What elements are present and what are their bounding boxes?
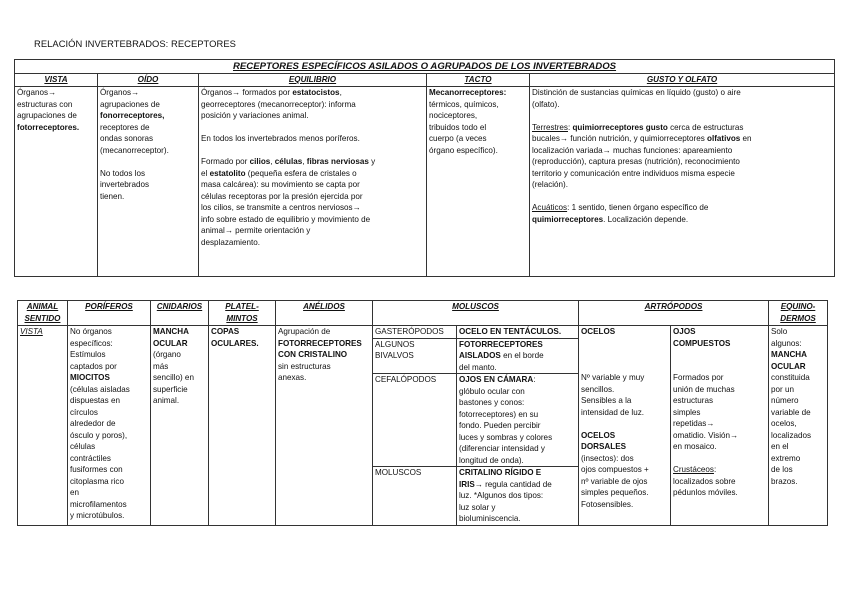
text-line: Distinción de sustancias químicas en líquido (gusto) o aire xyxy=(532,88,741,97)
text-line: agrupaciones de xyxy=(17,111,77,120)
cell-bivalvos-label: ALGUNOS BIVALVOS xyxy=(373,338,457,374)
text-line: territorio y comunicación entre individuos misma especie xyxy=(532,168,735,178)
text-line: los cilios, se transmite a centros nerviosos→ xyxy=(201,203,361,212)
row-label-vista: VISTA xyxy=(18,326,68,526)
header-moluscos: MOLUSCOS xyxy=(373,301,579,326)
cell-cnidarios: MANCHA OCULAR (órgano más sencillo) en superficie animal. xyxy=(151,326,209,526)
cell-oido xyxy=(98,87,199,277)
receptors-table xyxy=(14,59,835,277)
text-line: Terrestres: quimiorreceptores gusto cerca de estructuras xyxy=(532,122,744,132)
text-line: agrupaciones de xyxy=(100,99,160,109)
header-equinodermos: EQUINO- DERMOS xyxy=(769,301,828,326)
text-line: (reproducción), captura presas (nutrición), reconocimiento xyxy=(532,157,740,166)
header-vista: VISTA xyxy=(15,74,98,87)
text-line: Mecanorreceptores: xyxy=(429,88,507,97)
header-tacto: TACTO xyxy=(427,74,530,87)
cell-cefalopodos-label: CEFALÓPODOS xyxy=(373,374,457,467)
cell-gasteropodos-label: GASTERÓPODOS xyxy=(373,326,457,339)
text-line: fotorreceptores. xyxy=(17,122,80,132)
text-line: En todos los invertebrados menos poríferos. xyxy=(201,134,360,143)
text-line: masa calcárea): su movimiento se capta por xyxy=(201,180,360,189)
text-line: info sobre estado de equilibrio y movimiento de xyxy=(201,214,371,224)
cell-vista xyxy=(15,87,98,277)
document-title: RELACIÓN INVERTEBRADOS: RECEPTORES xyxy=(34,38,236,49)
header-platelmintos: PLATEL- MINTOS xyxy=(209,301,276,326)
cell-poriferos: No órganos específicos: Estímulos captados por MIOCITOS (células aisladas dispuestas en círculos alrededor de ósculo y poros), células contráctiles fusiformes con citoplasma rico en microfilamentos y microtúbulos. xyxy=(68,326,151,526)
text-line: cuerpo (a veces xyxy=(429,134,487,143)
text-line: quimiorreceptores. Localización depende. xyxy=(532,214,689,224)
text-line: órgano específico). xyxy=(429,145,498,155)
text-line: posición y variaciones animal. xyxy=(201,111,309,120)
text-line: (relación). xyxy=(532,180,568,189)
text-line: invertebrados xyxy=(100,180,150,189)
text-line: (mecanorreceptor). xyxy=(100,145,169,155)
table-banner: RECEPTORES ESPECÍFICOS ASILADOS O AGRUPADOS DE LOS INVERTEBRADOS xyxy=(15,60,835,74)
cell-gasteropodos-desc: OCELO EN TENTÁCULOS. xyxy=(457,326,579,339)
text-line: No todos los xyxy=(100,168,145,178)
text-line: nociceptores, xyxy=(429,111,478,120)
cell-gusto-olfato xyxy=(530,87,835,277)
cell-equilibrio xyxy=(199,87,427,277)
cell-platelmintos: COPAS OCULARES. xyxy=(209,326,276,526)
text-line: estructuras con xyxy=(17,99,73,109)
header-cnidarios: CNIDARIOS xyxy=(151,301,209,326)
text-line: Formado por cilios, células, fibras nerviosas y xyxy=(201,157,376,166)
text-line: bucales→ función nutrición, y quimiorreceptores olfativos en xyxy=(532,134,752,143)
text-line: Órganos→ xyxy=(17,88,57,97)
cell-cefalopodos-desc: OJOS EN CÁMARA: glóbulo ocular con bastones y conos: fotorreceptores) en su fondo. Pueden percibir luces y sombras y colores (diferenciar intensidad y longitud de onda). xyxy=(457,374,579,467)
header-artropodos: ARTRÓPODOS xyxy=(579,301,769,326)
cell-ocelos: OCELOS Nº variable y muy sencillos. Sensibles a la intensidad de luz. OCELOS DORSALES (insectos): dos ojos compuestos + nº variable de ojos simples pequeños. Fotosensibles. xyxy=(579,326,671,526)
text-line: células receptoras por la presión ejercida por xyxy=(201,191,363,201)
header-anelidos: ANÉLIDOS xyxy=(276,301,373,326)
text-line: ondas sonoras xyxy=(100,134,154,143)
text-line: el estatolito (pequeña esfera de cristales o xyxy=(201,168,357,178)
text-line: tribuidos todo el xyxy=(429,122,487,132)
text-line: localización variada→ muchas funciones: apareamiento xyxy=(532,145,733,155)
cell-moluscos-desc: CRITALINO RÍGIDO E IRIS→ regula cantidad de luz. *Algunos dos tipos: luz solar y bioluminiscencia. xyxy=(457,467,579,526)
cell-anelidos: Agrupación de FOTORRECEPTORES CON CRISTALINO sin estructuras anexas. xyxy=(276,326,373,526)
text-line: desplazamiento. xyxy=(201,237,260,247)
text-line: receptores de xyxy=(100,122,150,132)
text-line: Órganos→ formados por estatocistos, xyxy=(201,88,342,97)
header-animal-sentido: ANIMAL SENTIDO xyxy=(18,301,68,326)
cell-bivalvos-desc: FOTORRECEPTORES AISLADOS en el borde del manto. xyxy=(457,338,579,374)
text-line: georreceptores (mecanorreceptor): informa xyxy=(201,99,356,109)
cell-moluscos-label: MOLUSCOS xyxy=(373,467,457,526)
text-line: (olfato). xyxy=(532,99,560,109)
text-line: tienen. xyxy=(100,191,125,201)
header-gusto-olfato: GUSTO Y OLFATO xyxy=(530,74,835,87)
text-line: Acuáticos: 1 sentido, tienen órgano específico de xyxy=(532,203,709,212)
vision-table xyxy=(17,300,828,526)
header-poriferos: PORÍFEROS xyxy=(68,301,151,326)
cell-tacto xyxy=(427,87,530,277)
text-line: térmicos, químicos, xyxy=(429,99,499,109)
text-line: Órganos→ xyxy=(100,88,140,97)
text-line: fonorreceptores, xyxy=(100,111,165,120)
cell-equinodermos: Solo algunos: MANCHA OCULAR constituida por un número variable de ocelos, localizados en el extremo de los brazos. xyxy=(769,326,828,526)
header-equilibrio: EQUILIBRIO xyxy=(199,74,427,87)
cell-ojos-compuestos: OJOS COMPUESTOS Formados por unión de muchas estructuras simples repetidas→ omatidio. Visión→ en mosaico. Crustáceos: localizados sobre pédunlos móviles. xyxy=(671,326,769,526)
header-oido: OÍDO xyxy=(98,74,199,87)
text-line: animal→ permite orientación y xyxy=(201,226,311,235)
